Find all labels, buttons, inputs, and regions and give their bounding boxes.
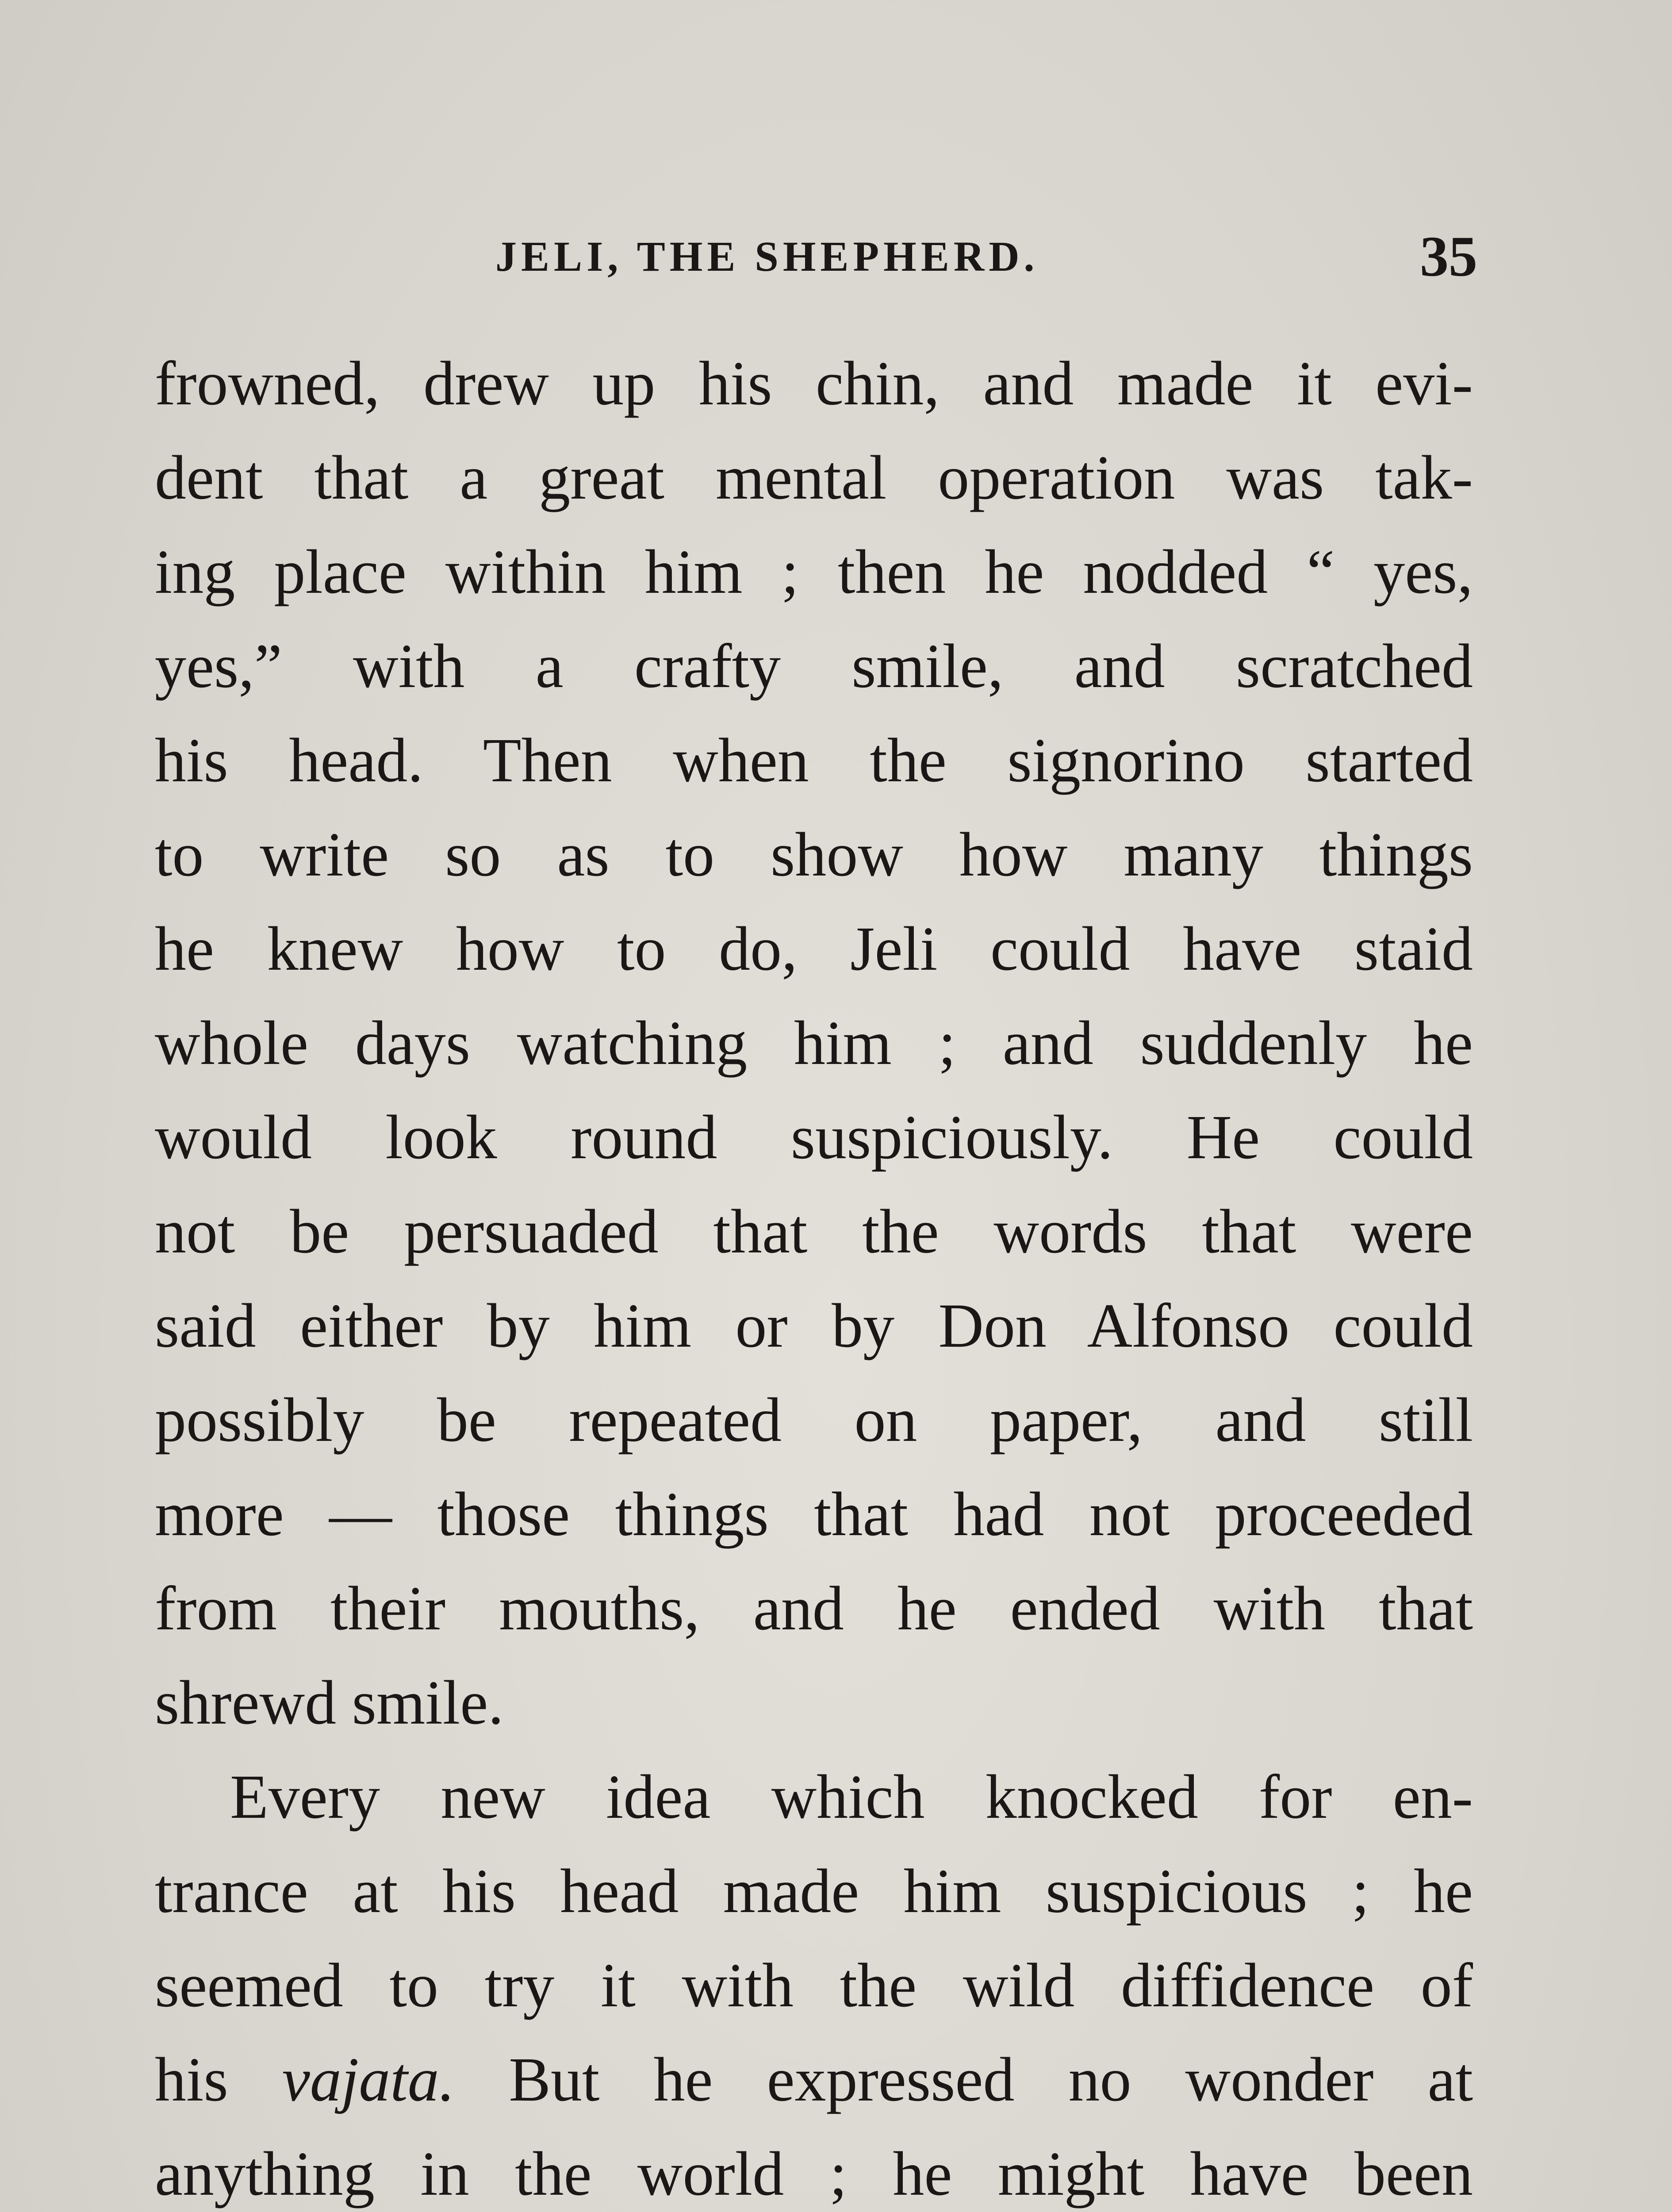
body-text	[155, 336, 1473, 2212]
text-line: dent that a great mental operation was tak-	[155, 442, 1473, 512]
text-line: yes,” with a crafty smile, and scratched	[155, 631, 1473, 701]
text-line: to write so as to show how many things	[155, 819, 1473, 889]
text-segment: But he expressed no wonder at	[455, 2044, 1473, 2114]
text-segment: his	[155, 2044, 282, 2114]
text-line: he knew how to do, Jeli could have staid	[155, 914, 1473, 983]
running-title: JELI, THE SHEPHERD.	[495, 233, 1039, 280]
text-line: possibly be repeated on paper, and still	[155, 1385, 1473, 1455]
text-line: ing place within him ; then he nodded “ yes,	[155, 537, 1473, 607]
running-head	[159, 221, 1477, 310]
text-line: from their mouths, and he ended with that	[155, 1573, 1473, 1643]
text-line: whole days watching him ; and suddenly he	[155, 1008, 1473, 1078]
text-line: anything in the world ; he might have been	[155, 2139, 1473, 2208]
text-line: frowned, drew up his chin, and made it evi-	[155, 348, 1473, 418]
text-line: shrewd smile.	[155, 1667, 504, 1737]
text-line: Every new idea which knocked for en-	[230, 1762, 1473, 1832]
text-line: more — those things that had not proceeded	[155, 1479, 1473, 1549]
text-line: seemed to try it with the wild diffidence of	[155, 1950, 1473, 2020]
text-line: said either by him or by Don Alfonso could	[155, 1290, 1473, 1360]
italic-word: vajata.	[282, 2044, 455, 2114]
text-line: his head. Then when the signorino started	[155, 725, 1473, 795]
text-line: would look round suspiciously. He could	[155, 1102, 1473, 1172]
text-line: trance at his head made him suspicious ; he	[155, 1856, 1473, 1926]
text-line: not be persuaded that the words that were	[155, 1196, 1473, 1266]
page-number: 35	[1420, 225, 1477, 288]
text-line-with-italic	[155, 2032, 1473, 2127]
